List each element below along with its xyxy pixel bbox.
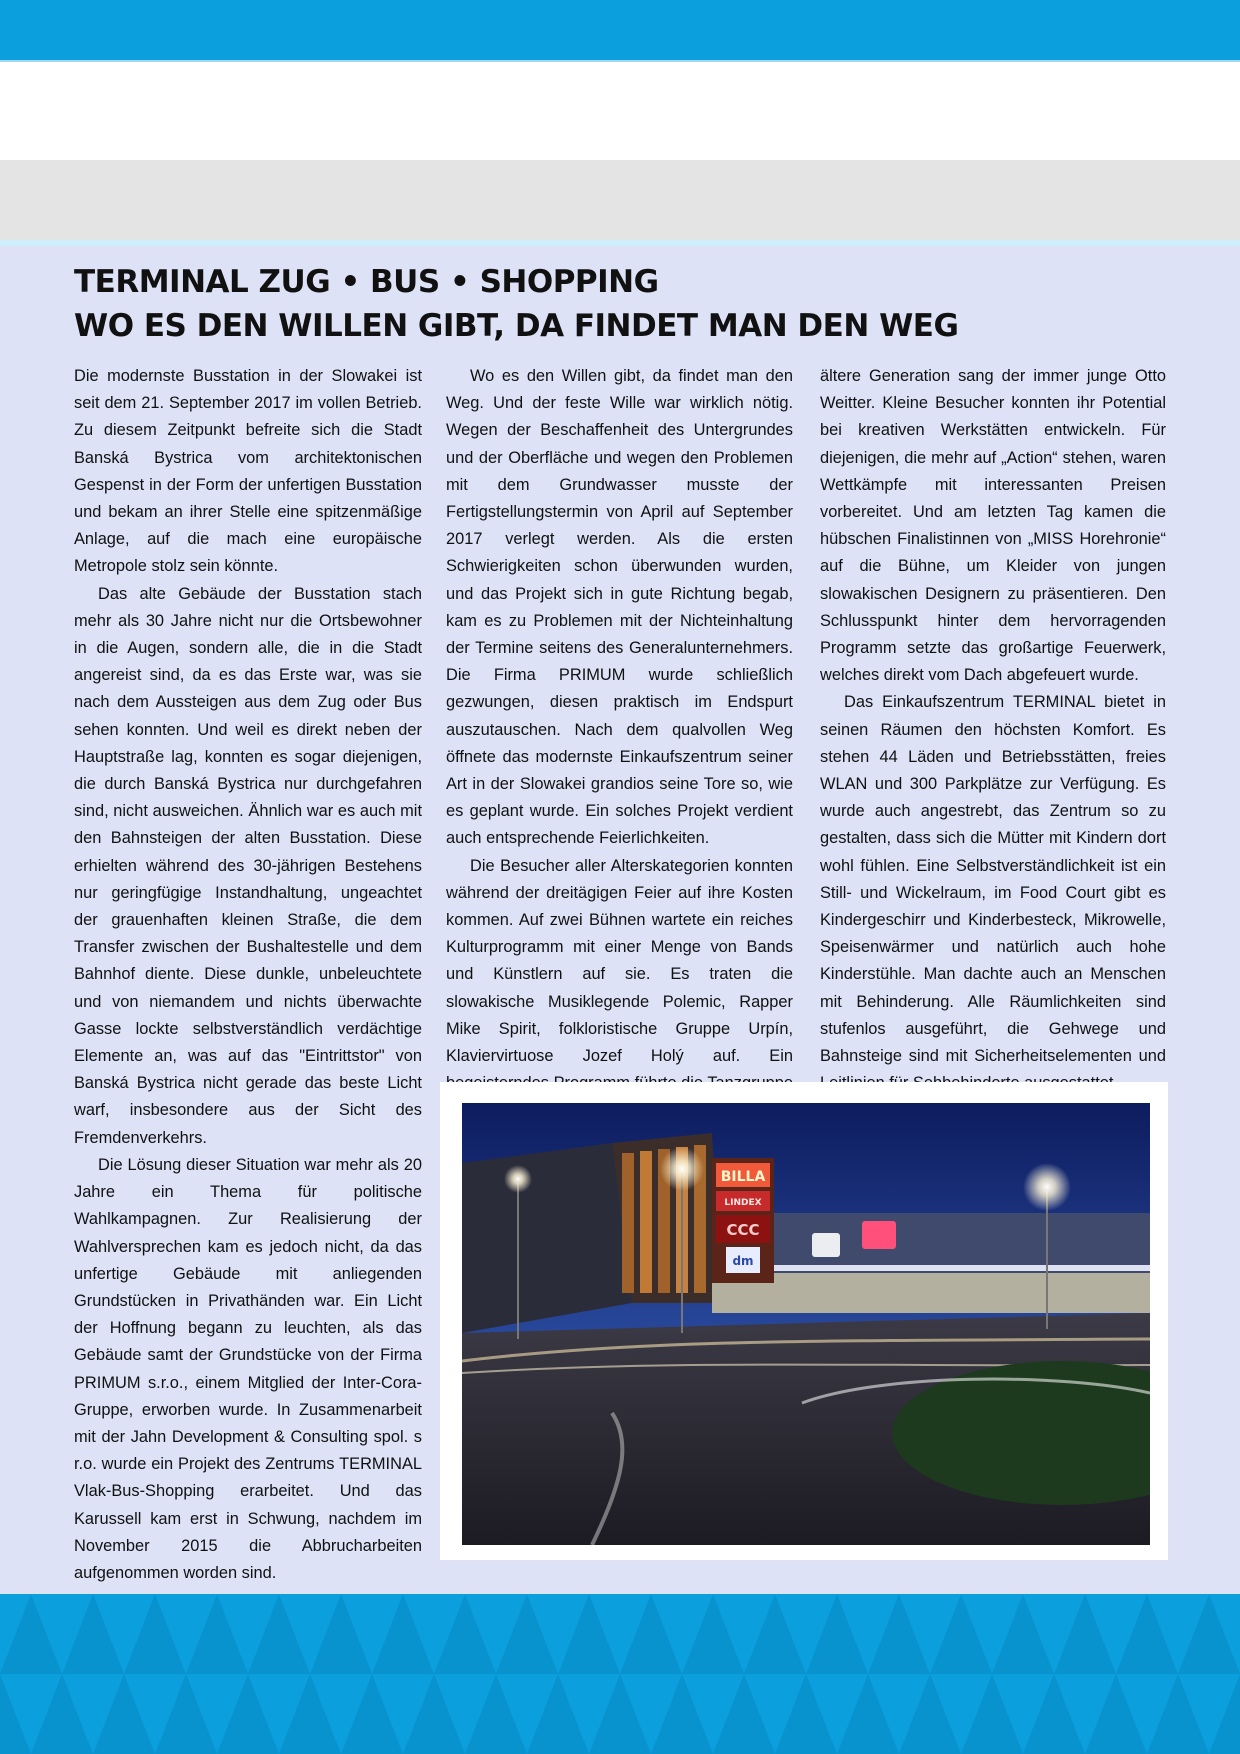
pattern-triangle [1085,1674,1147,1754]
pattern-triangle [217,1674,279,1754]
article-title-line-1: TERMINAL ZUG • BUS • SHOPPING [74,264,659,300]
totem-sign [712,1158,774,1283]
article-area [0,246,1240,1594]
article-title [74,260,1174,348]
pattern-triangle [0,1594,62,1674]
pattern-triangle [961,1674,1023,1754]
pattern-triangle [930,1594,992,1674]
pattern-triangle [496,1594,558,1674]
pattern-triangle [372,1594,434,1674]
bottom-decorative-band [0,1594,1240,1754]
paragraph-celebration-start: Die Besucher aller Alterskategorien konnten während der dreitägigen Feier auf ihre Kosten kommen. Auf zwei Bühnen wartete ein reiches Kulturprogramm mit einer Menge von Bands und Künstlern auf sie. Es traten die slowakische Musiklegende Polemic, Rapper Mike Spirit, folkloristische Gruppe Urpín, Klaviervirtuose Jozef Holý auf. Ein [446,856,793,1066]
paragraph-old-building: Das alte Gebäude der Busstation stach mehr als 30 Jahre nicht nur die Ortsbewohner in die Augen, sondern alle, die in die Stadt angereist sind, da es das Erste war, was sie nach dem Aussteigen aus dem Zug oder Bus sehen konnten. Und weil es direkt neben der Hauptstraße lag, konnten es sogar diejenigen, die durch Banská Bystrica nur durchgefahren sind, nicht ausweichen. Ähnlich war es auch mit den Bahnsteigen der alten Busstation. Diese erhielten während des 30-jährigen Bestehens nur geringfügige Instandhaltung, ungeachtet der grauenhaften kleinen Straße, die dem Transfer zwischen der Bushaltestelle und dem Bahnhof diente. Diese dunkle, unbeleuchtete und von niemandem und nichts überwachte Gasse lockte selbstverständlich verdächtige Elemente an, was auf das "Eintrittstor" von Banská Bystrica nicht gerade das beste Licht warf, insbesondere aus der Sicht des Fremdenverkehrs. [74,584,422,1147]
pattern-triangle [527,1674,589,1754]
article-column-1 [74,363,422,1587]
pattern-triangle [558,1594,620,1674]
pattern-triangle [62,1594,124,1674]
paragraph-celebration-end: ältere Generation sang der immer junge Otto Weitter. Kleine Besucher konnten ihr Potential bei kreativen Werkstätten entwickeln. Für diejenigen, die mehr auf „Action“ stehen, waren Wettkämpfe mit interessanten Preisen vorbereitet. Und am letzten Tag kamen die hübschen Finalistinnen von „MISS Horehronie“ auf die Bühne, um Kleider von jungen slowakischen Designern zu präsentieren. Den Schlusspunkt hinter dem hervorragenden Programm setzte das großartige Feuerwerk, welches direkt vom Dach abgefeuert wurde. [820,367,1166,685]
bottom-triangle-pattern [0,1594,1240,1754]
mall-storefront-light [712,1273,1150,1313]
terminal-night-illustration [462,1103,1150,1545]
header-grey-band [0,160,1240,240]
photo-frame [440,1082,1168,1560]
pattern-triangle [1054,1594,1116,1674]
article-column-3 [820,363,1166,1097]
sign-dm-text: dm [732,1254,754,1268]
article-title-line-2: WO ES DEN WILLEN GIBT, DA FINDET MAN DEN WEG [74,308,959,344]
pattern-triangle [403,1674,465,1754]
pattern-triangle [899,1674,961,1754]
pattern-triangle [93,1674,155,1754]
paragraph-comfort: Das Einkaufszentrum TERMINAL bietet in seinen Räumen den höchsten Komfort. Es stehen 44 Läden und Betriebsstätten, freies WLAN und 300 Parkplätze zur Verfügung. Es wurde auch angestrebt, das Zentrum so zu gestalten, dass sich die Mütter mit Kindern dort wohl fühlen. Eine Selbstverständlichkeit ist ein Still- und Wickelraum, im Food Court gibt es Kindergeschirr und Kinderbesteck, Mikrowelle, Speisenwärmer und natürlich auch hohe Kinderstühle. Man dachte auch an Menschen mit Behinderung. Alle Räumlichkeiten sind stufenlos ausgeführt, die Gehwege und Bahnsteige sind mit Sicherheitselementen und [820,693,1166,1066]
pattern-triangle [1023,1674,1085,1754]
pattern-triangle [1147,1674,1209,1754]
pattern-triangle [837,1674,899,1754]
pattern-triangle [1209,1674,1240,1754]
store-light-white [812,1233,840,1257]
pattern-triangle [341,1674,403,1754]
top-bar-divider [0,60,1240,62]
building-left-wall [462,1143,632,1333]
top-color-bar [0,0,1240,60]
pattern-triangle [775,1674,837,1754]
article-column-2 [446,363,793,1125]
pattern-triangle [744,1594,806,1674]
pattern-triangle [868,1594,930,1674]
paragraph-construction: Wo es den Willen gibt, da findet man den Weg. Und der feste Wille war wirklich nötig. Wegen der Beschaffenheit des Untergrundes und der Oberfläche und wegen den Problemen mit dem Grundwasser musste der Fertigstellungstermin von April auf September 2017 verlegt werden. Als die ersten Schwierigkeiten schon überwunden wurden, und das Projekt sich in gute Richtung begab, kam es zu Problemen mit der Nichteinhaltung der Termine seitens des Generalunternehmers. Die Firma PRIMUM wurde schließlich gezwungen, diesen praktisch im Endspurt auszutauschen. Nach dem qualvollen Weg öffnete das modernste Einkaufszentrum seiner Art in der Slowakei grandios seine Tore so, wie es geplant wurde. Ein solches Projekt verdient auch entsprechende Feierlichkeiten. [446,367,793,848]
pattern-triangle [651,1674,713,1754]
store-light-pink [862,1221,896,1249]
pattern-triangle [1116,1594,1178,1674]
sign-ccc-text: CCC [726,1221,760,1239]
pattern-triangle [248,1594,310,1674]
pattern-triangle [1178,1594,1240,1674]
pattern-triangle [124,1594,186,1674]
pattern-triangle [186,1594,248,1674]
pattern-triangle [434,1594,496,1674]
paragraph-intro: Die modernste Busstation in der Slowakei ist seit dem 21. September 2017 im vollen Betrieb. Zu diesem Zeitpunkt befreite sich die Stadt Banská Bystrica vom architektonischen Gespenst in der Form der unfertigen Busstation und bekam an ihrer Stelle eine spitzenmäßige Anlage, auf die mach eine europäische Metropole stolz sein könnte. [74,367,422,576]
pattern-triangle [992,1594,1054,1674]
terminal-night-photo [462,1103,1150,1545]
pattern-triangle [620,1594,682,1674]
mall-canopy-light [712,1265,1150,1271]
pattern-triangle [806,1594,868,1674]
pattern-triangle [465,1674,527,1754]
pattern-triangle [31,1674,93,1754]
sign-lindex-text: LINDEX [724,1198,762,1208]
pattern-triangle [310,1594,372,1674]
pattern-triangle [0,1674,31,1754]
pattern-triangle [682,1594,744,1674]
sign-billa-text: BILLA [720,1169,766,1185]
pattern-triangle [155,1674,217,1754]
pattern-triangle [279,1674,341,1754]
pattern-triangle [713,1674,775,1754]
paragraph-solution: Die Lösung dieser Situation war mehr als 20 Jahre ein Thema für politische Wahlkampagnen. Zur Realisierung der Wahlversprechen kam es jedoch nicht, da das unfertige Gebäude mit anliegenden Grundstücken in Privathänden war. Ein Licht der Hoffnung begann zu leuchten, als das Gebäude samt der Grundstücke von der Firma PRIMUM s.r.o., einem Mitglied der Inter-Cora-Gruppe, erworben wurde. In Zusammenarbeit mit der Jahn Development & Consulting spol. s r.o. wurde ein Projekt des Zentrums TERMINAL Vlak-Bus-Shopping erarbeitet. Und das Karussell kam erst in Schwung, nachdem im November 2015 die Abbrucharbeiten aufgenommen worden sind. [74,1155,422,1582]
pattern-triangle [589,1674,651,1754]
